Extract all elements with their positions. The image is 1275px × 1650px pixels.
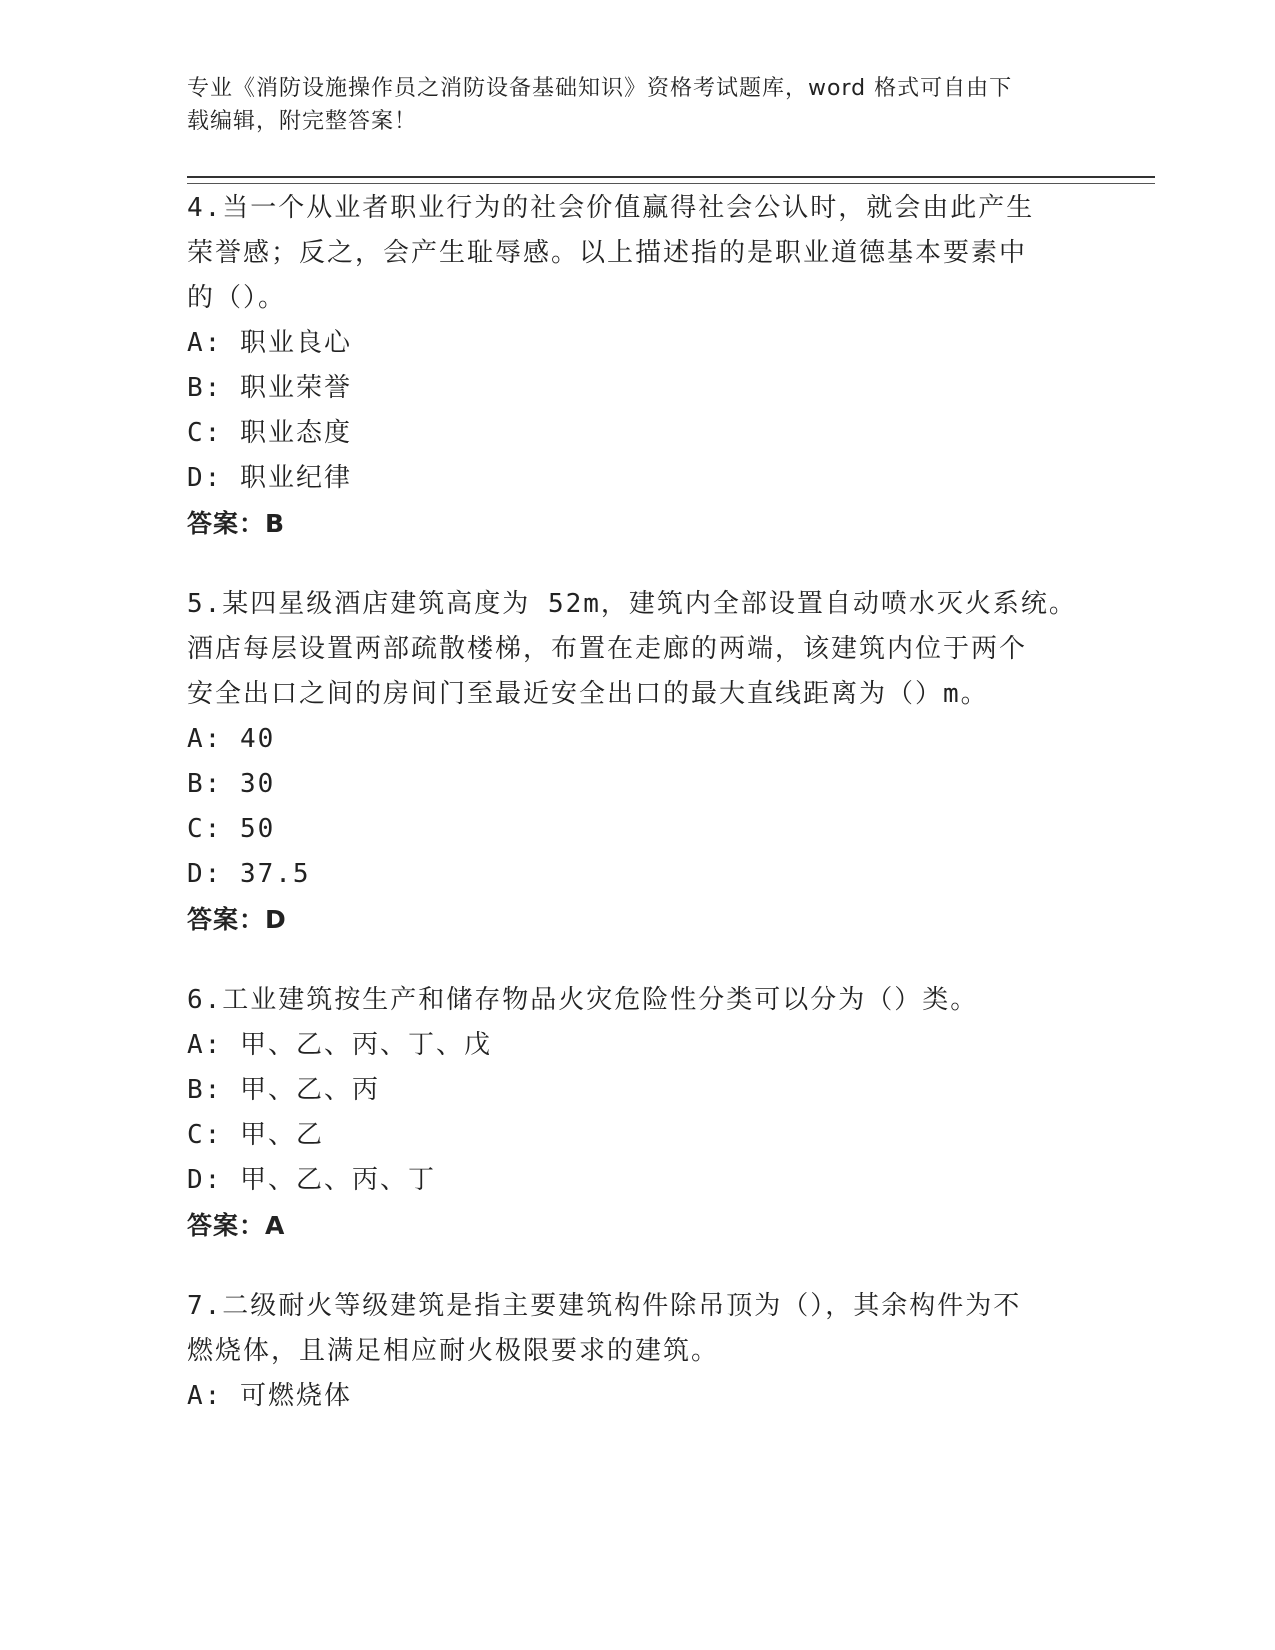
option-c: C: 甲、乙 — [187, 1120, 324, 1150]
question-stem-line: 5.某四星级酒店建筑高度为 52m，建筑内全部设置自动喷水灭火系统。 — [187, 589, 1077, 619]
option-b: B: 甲、乙、丙 — [187, 1075, 380, 1105]
question-4 — [187, 186, 1087, 546]
option-a: A: 职业良心 — [187, 328, 352, 358]
answer: 答案：A — [187, 1211, 286, 1240]
header-line-2: 载编辑，附完整答案！ — [187, 109, 418, 134]
option-b: B: 30 — [187, 769, 276, 799]
document-header — [187, 72, 1067, 138]
question-stem-line: 7.二级耐火等级建筑是指主要建筑构件除吊顶为（），其余构件为不 — [187, 1291, 1022, 1321]
question-stem-line: 燃烧体，且满足相应耐火极限要求的建筑。 — [187, 1336, 720, 1366]
question-6 — [187, 978, 1087, 1248]
option-c: C: 职业态度 — [187, 418, 352, 448]
header-line-1: 专业《消防设施操作员之消防设备基础知识》资格考试题库，word 格式可自由下 — [187, 76, 1013, 101]
question-7 — [187, 1284, 1087, 1419]
option-a: A: 可燃烧体 — [187, 1381, 352, 1411]
question-stem-line: 4.当一个从业者职业行为的社会价值赢得社会公认时，就会由此产生 — [187, 193, 1035, 223]
question-stem-line: 的（）。 — [187, 283, 287, 313]
header-divider-thin — [187, 183, 1155, 184]
question-5 — [187, 582, 1087, 942]
question-stem-line: 6.工业建筑按生产和储存物品火灾危险性分类可以分为（）类。 — [187, 985, 979, 1015]
question-stem-line: 酒店每层设置两部疏散楼梯，布置在走廊的两端，该建筑内位于两个 — [187, 634, 1028, 664]
option-d: D: 职业纪律 — [187, 463, 352, 493]
option-c: C: 50 — [187, 814, 276, 844]
question-stem-line: 荣誉感；反之，会产生耻辱感。以上描述指的是职业道德基本要素中 — [187, 238, 1028, 268]
question-stem-line: 安全出口之间的房间门至最近安全出口的最大直线距离为（）m。 — [187, 679, 989, 709]
header-divider-thick — [187, 176, 1155, 178]
question-list — [187, 186, 1087, 1455]
option-d: D: 37.5 — [187, 859, 311, 889]
option-a: A: 40 — [187, 724, 276, 754]
option-b: B: 职业荣誉 — [187, 373, 352, 403]
option-a: A: 甲、乙、丙、丁、戊 — [187, 1030, 492, 1060]
answer: 答案：B — [187, 509, 286, 538]
answer: 答案：D — [187, 905, 287, 934]
option-d: D: 甲、乙、丙、丁 — [187, 1165, 436, 1195]
